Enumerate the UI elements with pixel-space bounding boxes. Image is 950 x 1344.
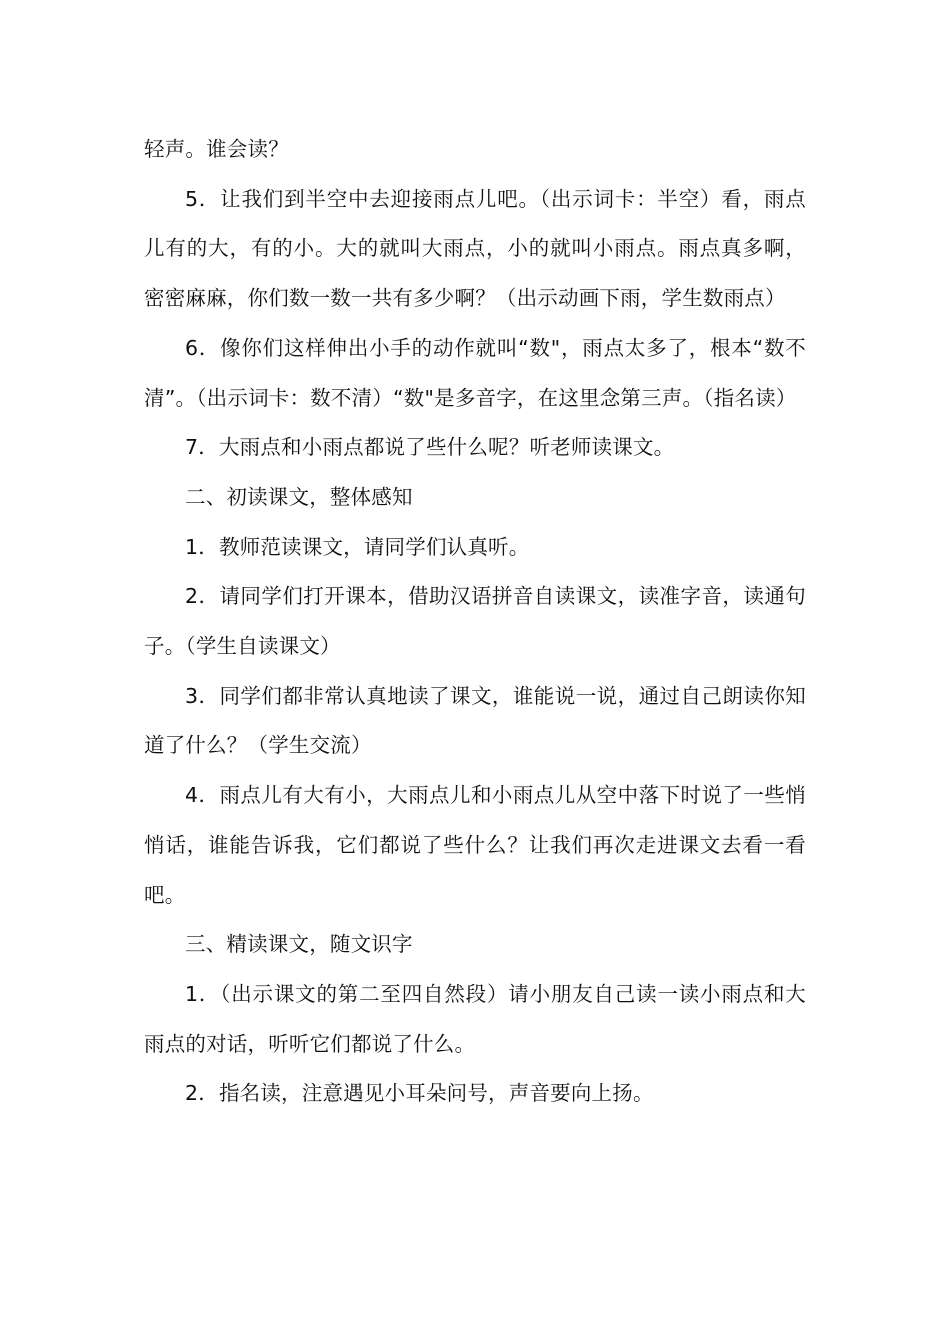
paragraph-3-1: 1．（出示课文的第二至四自然段）请小朋友自己读一读小雨点和大雨点的对话，听听它们都说了什么。	[144, 981, 806, 1056]
paragraph-2-4: 4．雨点儿有大有小，大雨点儿和小雨点儿从空中落下时说了一些悄悄话，谁能告诉我，它们都说了些什么？让我们再次走进课文去看一看吧。	[144, 783, 806, 907]
section-heading-3: 三、精读课文，随文识字	[185, 932, 413, 957]
paragraph-3-2: 2．指名读，注意遇见小耳朵问号，声音要向上扬。	[185, 1081, 654, 1106]
paragraph-step-5: 5．让我们到半空中去迎接雨点儿吧。（出示词卡：半空）看，雨点儿有的大，有的小。大的就叫大雨点，小的就叫小雨点。雨点真多啊，密密麻麻，你们数一数一共有多少啊？（出示动画下雨，学生数雨点）	[144, 186, 806, 311]
paragraph-step-7: 7．大雨点和小雨点都说了些什么呢？听老师读课文。	[185, 435, 675, 460]
document-body	[144, 125, 806, 1119]
paragraph-2-1: 1．教师范读课文，请同学们认真听。	[185, 534, 530, 559]
paragraph-2-2: 2．请同学们打开课本，借助汉语拼音自读课文，读准字音，读通句子。（学生自读课文）	[144, 584, 806, 659]
paragraph-continuation: 轻声。谁会读？	[144, 137, 289, 161]
section-heading-2: 二、初读课文，整体感知	[185, 484, 413, 509]
paragraph-step-6: 6．像你们这样伸出小手的动作就叫“数"，雨点太多了，根本“数不清”。（出示词卡：数不清）“数"是多音字，在这里念第三声。（指名读）	[144, 335, 806, 410]
paragraph-2-3: 3．同学们都非常认真地读了课文，谁能说一说，通过自己朗读你知道了什么？（学生交流）	[144, 683, 806, 758]
